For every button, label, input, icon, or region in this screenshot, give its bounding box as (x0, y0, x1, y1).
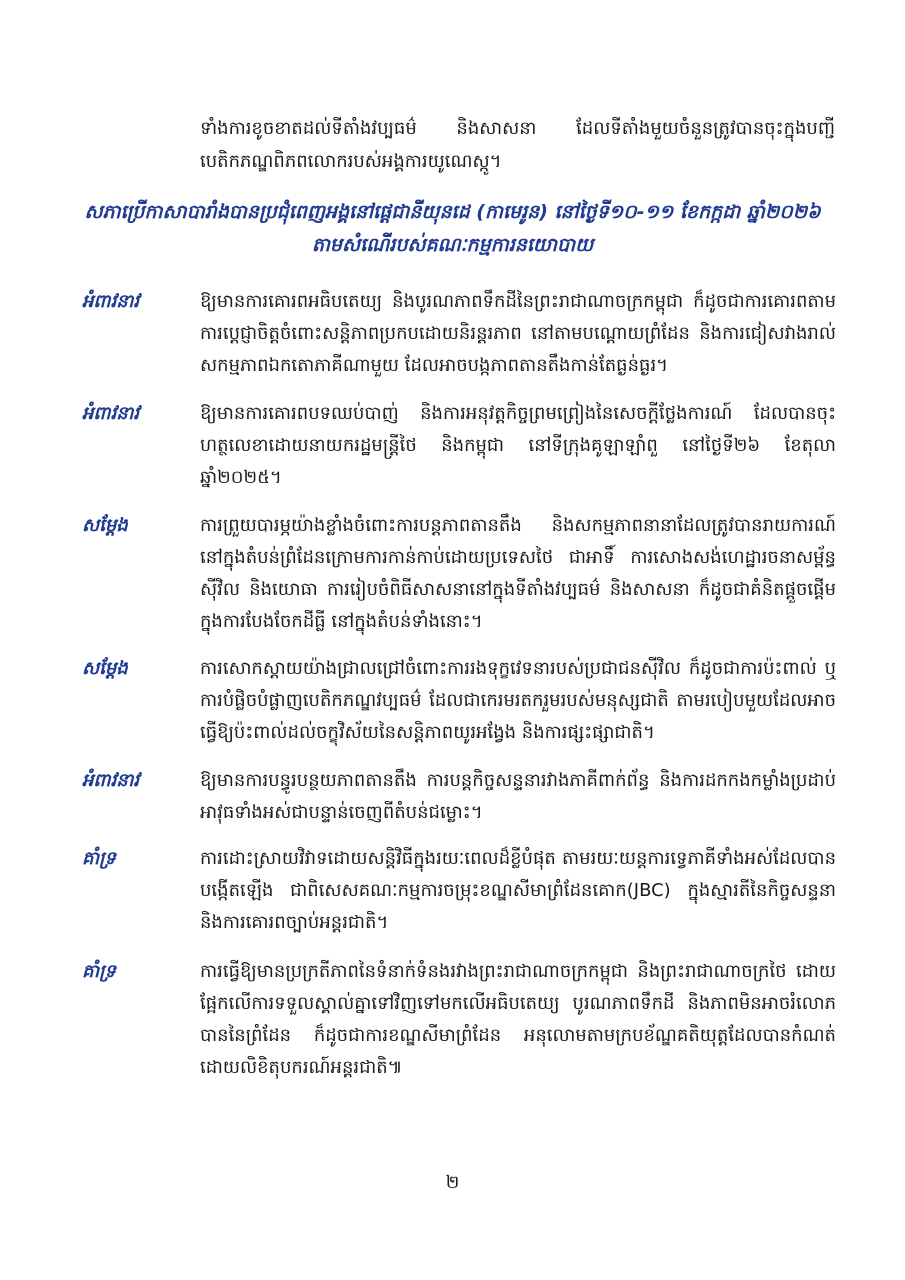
resolution-heading: សភាប្រើកាសាបារាំងបានប្រជុំពេញអង្គនៅផ្ដេជានីយុនដេ (កាមេរូន) នៅថ្ងៃទី១០-១១ ខែកក្កដា ឆ្នាំ២០២៦ (84, 201, 821, 223)
clause-text: ការសោកស្ដាយយ៉ាងជ្រាលជ្រៅចំពោះការរងទុក្ខវេទនារបស់ប្រជាជនស៊ីវិល ក៏ដូចជាការប៉ះពាល់ ឬការបំផ្លិចបំផ្លាញបេតិកភណ្ឌវប្បធម៌ ដែលជាកេរមរតករួមរបស់មនុស្សជាតិ តាមរបៀបមួយដែលអាចធ្វើឱ្យប៉ះពាល់ដល់ចក្ខុវិស័យនៃសន្តិភាពយូរអង្វែង និងការផ្សះផ្សាជាតិ។ (200, 658, 836, 743)
clause-verb: សម្ដែង (82, 658, 128, 679)
clause-verb: អំពាវនាវ (82, 403, 140, 424)
clause-verb: អំពាវនាវ (82, 770, 140, 791)
clause-text: ការដោះស្រាយវិវាទដោយសន្តិវិធីក្នុងរយៈពេលដ៏ខ្លីបំផុត តាមរយៈយន្តការទ្វេភាគីទាំងអស់ដែលបានបង្កើតឡើង ជាពិសេសគណៈកម្មការចម្រុះខណ្ឌសីមាព្រំដែនគោក(JBC) ក្នុងស្មារតីនៃកិច្ចសន្ទនា និងការគោរពច្បាប់អន្តរជាតិ។ (200, 848, 836, 933)
clause-text: ឱ្យមានការគោរពបទឈប់បាញ់ និងការអនុវត្តកិច្ចព្រមព្រៀងនៃសេចក្ដីថ្លែងការណ៍ ដែលបានចុះហត្ថលេខាដោយនាយករដ្ឋមន្ត្រីថៃ និងកម្ពុជា នៅទីក្រុងគូឡាឡាំពួ នៅថ្ងៃទី២៦ ខែតុលា ឆ្នាំ២០២៥។ (200, 403, 836, 488)
clause-verb: សម្ដែង (82, 515, 128, 536)
clause-verb: គាំទ្រ (82, 848, 116, 869)
clause-verb: អំពាវនាវ (82, 291, 140, 312)
clause-text: ឱ្យមានការគោរពអធិបតេយ្យ និងបូរណភាពទឹកដីនៃព្រះរាជាណាចក្រកម្ពុជា ក៏ដូចជាការគោរពតាមការប្ដេជ្ញាចិត្តចំពោះសន្តិភាពប្រកបដោយនិរន្តរភាព នៅតាមបណ្ដោយព្រំដែន និងការជៀសវាងរាល់សកម្មភាពឯកតោភាគីណាមួយ ដែលអាចបង្កភាពតានតឹងកាន់តែធ្ងន់ធ្ងរ។ (200, 291, 836, 376)
clause-text: ឱ្យមានការបន្ធូរបន្ថយភាពតានតឹង ការបន្តកិច្ចសន្ទនារវាងភាគីពាក់ព័ន្ធ និងការដកកងកម្លាំងប្រដាប់អាវុធទាំងអស់ជាបន្ទាន់ចេញពីតំបន់ជម្លោះ។ (200, 770, 836, 823)
clause-verb: គាំទ្រ (82, 961, 116, 982)
clause-text: ការធ្វើឱ្យមានប្រក្រតីភាពនៃទំនាក់ទំនងរវាងព្រះរាជាណាចក្រកម្ពុជា និងព្រះរាជាណាចក្រថៃ ដោយផ្អែកលើការទទួលស្គាល់គ្នាទៅវិញទៅមកលើអធិបតេយ្យ បូរណភាពទឹកដី និងភាពមិនអាចរំលោភបាននៃព្រំដែន ក៏ដូចជាការខណ្ឌសីមាព្រំដែន អនុលោមតាមក្របខ័ណ្ឌគតិយុត្តដែលបានកំណត់ដោយលិខិតុបករណ៍អន្តរជាតិ៕ (200, 961, 836, 1078)
intro-paragraph: ទាំងការខូចខាតដល់ទីតាំងវប្បធម៌ និងសាសនា ដែលទីតាំងមួយចំនួនត្រូវបានចុះក្នុងបញ្ជីបេតិកភណ្ឌពិភពលោករបស់អង្គការយូណេស្កូ។ (200, 118, 835, 172)
resolution-subheading: តាមសំណើរបស់គណៈកម្មការនយោបាយ (311, 234, 594, 256)
clause-text: ការព្រួយបារម្ភយ៉ាងខ្លាំងចំពោះការបន្តភាពតានតឹង និងសកម្មភាពនានាដែលត្រូវបានរាយការណ៍ នៅក្នុងតំបន់ព្រំដែនក្រោមការកាន់កាប់ដោយប្រទេសថៃ ជាអាទិ៍ ការសោងសង់ហេដ្ឋារចនាសម្ព័ន្ធស៊ីវិល និងយោធា ការរៀបចំពិធីសាសនានៅក្នុងទីតាំងវប្បធម៌ និងសាសនា ក៏ដូចជាគំនិតផ្ដួចផ្ដើមក្នុងការបែងចែកដីធ្លី នៅក្នុងតំបន់ទាំងនោះ។ (200, 515, 836, 632)
page-number: ២ (445, 1172, 460, 1193)
